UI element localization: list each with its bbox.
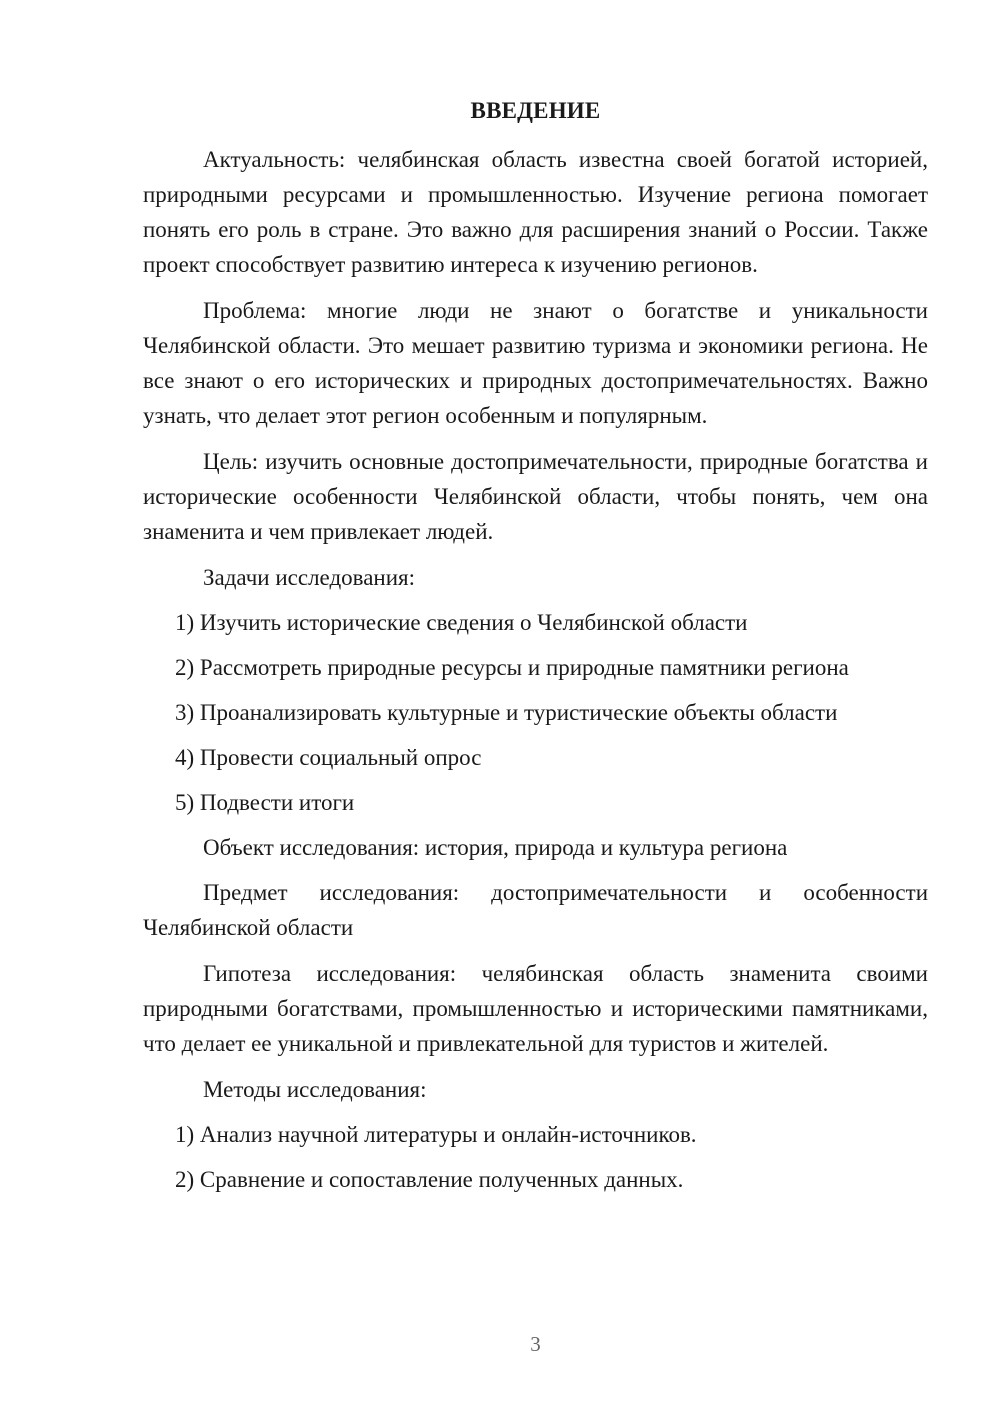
section-body (143, 142, 928, 1207)
hypothesis-paragraph: Гипотеза исследования: челябинская область знаменита своими природными богатствами, промышленностью и историческими памятниками, что делает ее уникальной и привлекательной для туристов и жителей. (143, 961, 928, 1056)
subject-paragraph: Предмет исследования: достопримечательности и особенности Челябинской области (143, 880, 928, 940)
task-item: 5) Подвести итоги (175, 790, 355, 815)
methods-heading: Методы исследования: (203, 1077, 427, 1102)
document-page (143, 0, 928, 1414)
object-paragraph: Объект исследования: история, природа и культура региона (203, 835, 788, 860)
problem-paragraph: Проблема: многие люди не знают о богатстве и уникальности Челябинской области. Это мешает развитию туризма и экономики региона. Не все знают о его исторических и природных достопримечательностях. Важно узнать, что делает этот регион особенным и популярным. (143, 298, 928, 428)
relevance-paragraph: Актуальность: челябинская область известна своей богатой историей, природными ресурсами и промышленностью. Изучение региона помогает понять его роль в стране. Это важно для расширения знаний о России. Также проект способствует развитию интереса к изучению регионов. (143, 147, 928, 277)
method-item: 1) Анализ научной литературы и онлайн-источников. (175, 1122, 697, 1147)
methods-list (143, 1117, 928, 1197)
tasks-list (143, 605, 928, 820)
page-number: 3 (530, 1332, 541, 1356)
goal-paragraph: Цель: изучить основные достопримечательности, природные богатства и исторические особенности Челябинской области, чтобы понять, чем она знаменита и чем привлекает людей. (143, 449, 928, 544)
task-item: 3) Проанализировать культурные и туристические объекты области (175, 700, 838, 725)
section-heading: ВВЕДЕНИЕ (470, 98, 601, 123)
task-item: 2) Рассмотреть природные ресурсы и природные памятники региона (175, 655, 849, 680)
method-item: 2) Сравнение и сопоставление полученных данных. (175, 1167, 684, 1192)
task-item: 4) Провести социальный опрос (175, 745, 482, 770)
tasks-heading: Задачи исследования: (203, 565, 416, 590)
task-item: 1) Изучить исторические сведения о Челябинской области (175, 610, 748, 635)
